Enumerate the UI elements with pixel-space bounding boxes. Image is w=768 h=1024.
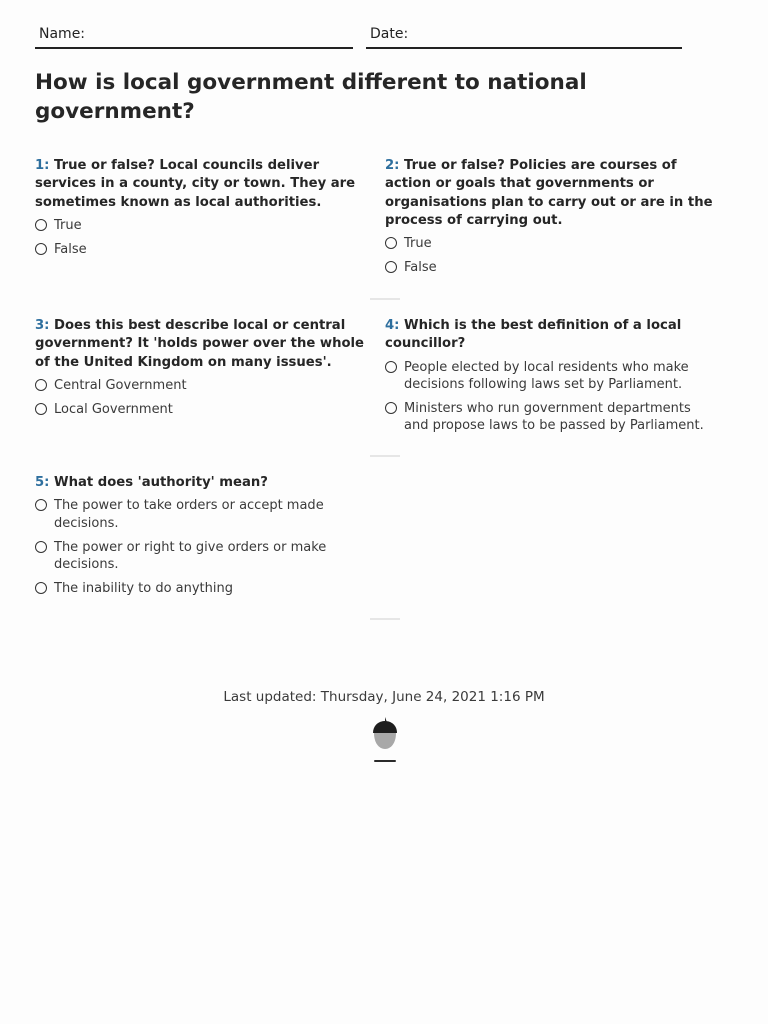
radio-button[interactable] [385, 261, 397, 273]
option-label: True [54, 217, 82, 233]
answer-option[interactable] [35, 580, 365, 597]
answer-option[interactable] [35, 241, 365, 258]
divider [370, 298, 400, 300]
radio-button[interactable] [35, 541, 47, 553]
question-3-text [35, 317, 365, 372]
radio-button[interactable] [35, 219, 47, 231]
question-prompt: True or false? Policies are courses of action or goals that governments or organisations plan to carry out or are in the process of carrying out. [385, 158, 713, 228]
question-1 [35, 157, 365, 265]
answer-option[interactable] [35, 217, 365, 234]
question-number: 4: [385, 318, 400, 333]
radio-button[interactable] [385, 237, 397, 249]
last-updated: Last updated: Thursday, June 24, 2021 1:16 PM [223, 689, 545, 705]
radio-button[interactable] [385, 402, 397, 414]
answer-option[interactable] [385, 400, 715, 435]
question-prompt: Does this best describe local or central government? It 'holds power over the whole of the United Kingdom on many issues'. [35, 318, 364, 370]
option-label: Central Government [54, 377, 187, 393]
option-label: People elected by local residents who make decisions following laws set by Parliament. [404, 359, 689, 392]
question-3 [35, 317, 365, 425]
answer-option[interactable] [35, 539, 365, 574]
divider [370, 455, 400, 457]
answer-option[interactable] [385, 359, 715, 394]
option-label: Ministers who run government departments and propose laws to be passed by Parliament. [404, 401, 704, 434]
option-label: True [404, 236, 432, 252]
answer-option[interactable] [385, 259, 715, 276]
question-prompt: True or false? Local councils deliver services in a county, city or town. They are sometimes known as local authorities. [35, 158, 356, 210]
question-number: 5: [35, 475, 50, 490]
question-2-text [385, 157, 715, 230]
question-4-text [385, 317, 715, 354]
option-label: The inability to do anything [54, 581, 233, 597]
radio-button[interactable] [35, 582, 47, 594]
question-4 [385, 317, 715, 442]
option-label: The power to take orders or accept made decisions. [54, 498, 324, 531]
date-label: Date: [370, 26, 409, 42]
name-label: Name: [39, 26, 86, 42]
acorn-icon [371, 716, 399, 764]
divider [370, 618, 400, 620]
question-5-text [35, 474, 365, 492]
question-prompt: Which is the best definition of a local councillor? [385, 318, 682, 352]
answer-option[interactable] [35, 377, 365, 394]
radio-button[interactable] [385, 361, 397, 373]
option-label: The power or right to give orders or make decisions. [54, 539, 327, 573]
radio-button[interactable] [35, 499, 47, 511]
answer-option[interactable] [35, 401, 365, 418]
question-2 [385, 157, 715, 284]
question-number: 3: [35, 318, 50, 333]
option-label: Local Government [54, 402, 173, 418]
option-label: False [404, 260, 437, 276]
question-prompt: What does 'authority' mean? [54, 475, 268, 490]
date-field[interactable] [366, 24, 682, 49]
radio-button[interactable] [35, 243, 47, 255]
radio-button[interactable] [35, 379, 47, 391]
answer-option[interactable] [385, 235, 715, 252]
question-1-text [35, 157, 365, 212]
question-number: 2: [385, 158, 400, 173]
radio-button[interactable] [35, 403, 47, 415]
answer-option[interactable] [35, 497, 365, 532]
question-5 [35, 474, 365, 605]
name-field[interactable] [35, 24, 353, 49]
question-number: 1: [35, 158, 50, 173]
page-title: How is local government different to national government? [35, 70, 587, 124]
option-label: False [54, 242, 87, 258]
